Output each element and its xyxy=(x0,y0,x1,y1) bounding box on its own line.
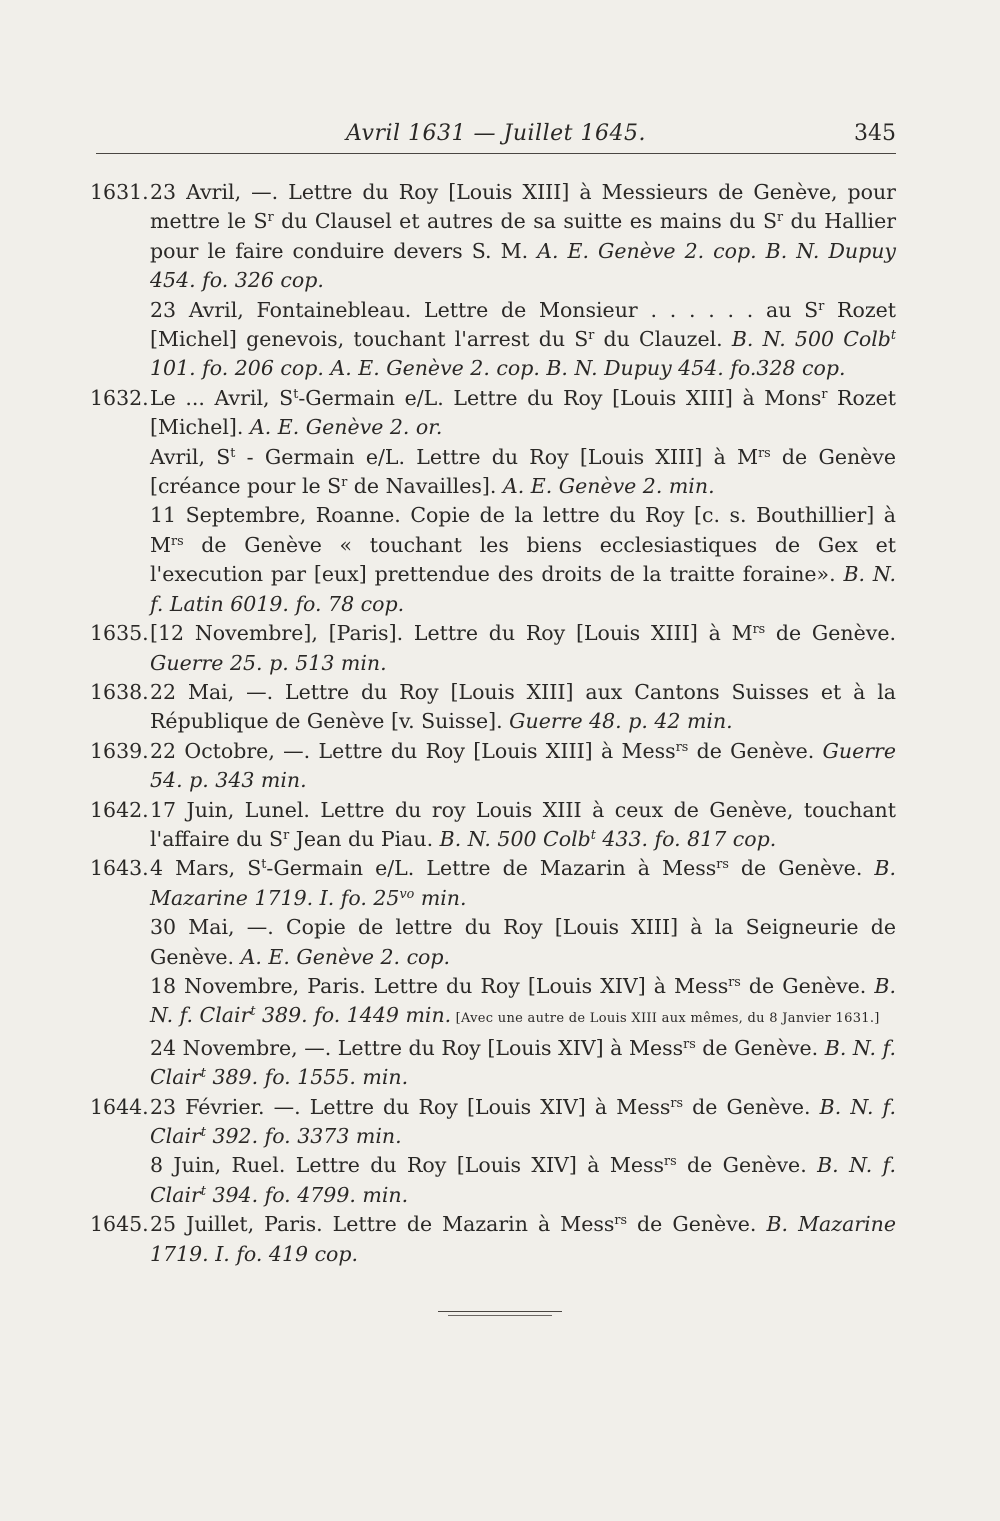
page-number: 345 xyxy=(854,121,896,146)
entry-reference: min. xyxy=(414,885,467,910)
superscript: rs xyxy=(683,1035,696,1051)
entry-year: 1643. xyxy=(90,856,149,881)
entry-text: - Germain e/L. Lettre du Roy [Louis XIII] à M xyxy=(235,444,759,469)
entry-year: 1644. xyxy=(90,1094,149,1119)
entry-reference: B. Mazarine 1719. I. fo. 419 cop. xyxy=(150,1212,896,1266)
entry-text: 24 Novembre, —. Lettre du Roy [Louis XIV] à Mess xyxy=(150,1035,684,1060)
superscript: rs xyxy=(171,532,184,548)
entry-text: 22 Mai, —. Lettre du Roy [Louis XIII] aux Cantons Suisses et à la République de Genève [v. Suisse]. xyxy=(150,679,896,734)
entry-text: [12 Novembre], [Paris]. Lettre du Roy [Louis XIII] à M xyxy=(150,621,753,646)
entry-text: 11 Septembre, Roanne. Copie de la lettre du Roy [c. s. Bouthillier] à M xyxy=(150,503,896,557)
entry-text: de Genève. xyxy=(740,973,875,998)
entry-text: de Genève. xyxy=(688,738,823,763)
entry-text: de Genève. xyxy=(627,1212,767,1237)
superscript: r xyxy=(341,474,348,490)
entry-reference: 433. fo. 817 cop. xyxy=(595,826,777,851)
superscript: rs xyxy=(716,856,729,872)
list-item xyxy=(96,1151,896,1210)
entry-reference: A. E. Genève 2. cop. xyxy=(240,944,451,969)
superscript: r xyxy=(267,209,274,225)
entry-reference: Guerre 54. p. 343 min. xyxy=(150,738,896,793)
entry-text: de Genève. xyxy=(765,621,896,646)
entry-note: [Avec une autre de Louis XIII aux mêmes, du 8 Janvier 1631.] xyxy=(451,1011,880,1027)
entry-year: 1642. xyxy=(90,797,149,822)
list-item xyxy=(90,1093,896,1152)
list-item xyxy=(96,913,896,972)
entry-text: 23 Février. —. Lettre du Roy [Louis XIV] à Mess xyxy=(150,1094,671,1119)
superscript: t xyxy=(261,856,267,872)
superscript: rs xyxy=(675,738,689,754)
entry-text: 25 Juillet, Paris. Lettre de Mazarin à Mess xyxy=(150,1212,615,1237)
superscript: t xyxy=(230,444,236,460)
entry-text: du Clauzel. xyxy=(594,327,732,352)
header-rule xyxy=(96,153,896,154)
entry-text: du Hallier pour le faire conduire devers S. M. xyxy=(150,209,896,263)
entry-reference: 101. fo. 206 cop. A. E. Genève 2. cop. B. N. Dupuy 454. fo.328 cop. xyxy=(150,356,846,381)
entry-text: Avril, S xyxy=(150,444,231,469)
entry-reference: B. N. f. Latin 6019. fo. 78 cop. xyxy=(150,562,896,616)
superscript: rs xyxy=(758,444,771,460)
entry-text: Le ... Avril, S xyxy=(150,385,294,410)
entry-text: de Genève. xyxy=(676,1153,818,1178)
list-item xyxy=(90,678,896,737)
entry-year: 1645. xyxy=(90,1212,149,1237)
entry-text: de Genève. xyxy=(683,1094,820,1119)
entry-text: 23 Avril, Fontainebleau. Lettre de Monsieur . . . . . . au S xyxy=(150,297,819,322)
entry-text: 18 Novembre, Paris. Lettre du Roy [Louis XIV] à Mess xyxy=(150,973,729,998)
entry-text: de Genève « touchant les biens ecclesiastiques de Gex et l'execution par [eux] prettendue des droits de la traitte foraine». xyxy=(150,532,896,587)
entry-reference: 394. fo. 4799. min. xyxy=(205,1182,409,1207)
entry-text: de Genève [créance pour le S xyxy=(150,444,896,499)
list-item xyxy=(96,501,896,619)
closing-rule-line xyxy=(448,1315,552,1316)
list-item xyxy=(90,1210,896,1269)
entry-reference: B. N. f. Clair xyxy=(150,1035,896,1090)
entry-year: 1639. xyxy=(90,738,149,763)
list-item xyxy=(96,443,896,502)
entry-reference: A. E. Genève 2. min. xyxy=(502,474,715,499)
list-item xyxy=(90,384,897,443)
entry-reference: B. Mazarine 1719. I. fo. 25 xyxy=(150,856,896,910)
superscript: t xyxy=(200,1124,206,1140)
superscript: t xyxy=(590,826,596,842)
closing-rule xyxy=(438,1311,562,1317)
list-item xyxy=(90,619,896,678)
list-item xyxy=(90,854,896,913)
entry-reference: A. E. Genève 2. or. xyxy=(249,415,443,440)
list-item xyxy=(90,178,897,296)
superscript: rs xyxy=(728,973,741,989)
list-item xyxy=(90,737,896,796)
entry-text: 23 Avril, —. Lettre du Roy [Louis XIII] à Messieurs de Genève, pour mettre le S xyxy=(150,180,896,234)
entry-text: -Germain e/L. Lettre du Roy [Louis XIII] à Mons xyxy=(298,385,822,410)
entry-reference: 389. fo. 1555. min. xyxy=(205,1065,409,1090)
superscript: r xyxy=(283,826,290,842)
entry-reference: B. N. 500 Colb xyxy=(731,327,891,352)
entry-text: 8 Juin, Ruel. Lettre du Roy [Louis XIV] à Mess xyxy=(150,1153,665,1178)
entry-reference: B. N. 500 Colb xyxy=(439,826,591,851)
closing-rule-line xyxy=(438,1311,562,1312)
entry-reference: B. N. f. Clair xyxy=(150,1153,896,1207)
superscript: rs xyxy=(752,621,766,637)
entry-reference: Guerre 25. p. 513 min. xyxy=(150,650,387,675)
entry-text: 17 Juin, Lunel. Lettre du roy Louis XIII à ceux de Genève, touchant l'affaire du S xyxy=(150,797,896,851)
list-item xyxy=(96,972,896,1034)
entry-year: 1638. xyxy=(90,679,149,704)
entry-text: -Germain e/L. Lettre de Mazarin à Mess xyxy=(266,856,717,881)
superscript: vo xyxy=(399,885,415,901)
entry-year: 1635. xyxy=(90,621,149,646)
entry-reference: 389. fo. 1449 min. xyxy=(255,1003,452,1028)
entry-text: de Navailles]. xyxy=(347,474,503,499)
entry-text: Rozet [Michel] genevois, touchant l'arrest du S xyxy=(150,297,896,352)
superscript: t xyxy=(293,385,299,401)
entry-text: 22 Octobre, —. Lettre du Roy [Louis XIII] à Mess xyxy=(150,738,676,763)
list-item xyxy=(96,1034,896,1093)
list-item xyxy=(90,796,896,855)
entry-text: du Clausel et autres de sa suitte es mains du S xyxy=(273,209,778,234)
superscript: r xyxy=(777,209,784,225)
superscript: t xyxy=(200,1065,206,1081)
entry-text: de Genève. xyxy=(695,1035,825,1060)
superscript: r xyxy=(588,327,595,343)
entry-reference: B. N. f. Clair xyxy=(150,1094,896,1148)
superscript: t xyxy=(200,1182,206,1198)
running-title: Avril 1631 — Juillet 1645. xyxy=(346,121,646,146)
superscript: rs xyxy=(664,1153,677,1169)
entry-text: de Genève. xyxy=(728,856,875,881)
entry-reference: A. E. Genève 2. cop. B. N. Dupuy 454. fo. 326 cop. xyxy=(150,238,897,293)
entry-reference: B. N. f. Clair xyxy=(150,973,896,1028)
superscript: r xyxy=(821,385,828,401)
superscript: rs xyxy=(614,1212,627,1228)
entry-list xyxy=(90,178,897,1269)
running-head xyxy=(96,120,896,150)
superscript: t xyxy=(890,327,897,343)
list-item xyxy=(96,296,896,384)
entry-year: 1632. xyxy=(90,385,149,410)
entry-year: 1631. xyxy=(90,180,149,204)
entry-text: 30 Mai, —. Copie de lettre du Roy [Louis XIII] à la Seigneurie de Genève. xyxy=(150,915,896,969)
superscript: t xyxy=(250,1003,256,1019)
entry-reference: 392. fo. 3373 min. xyxy=(205,1124,402,1148)
superscript: r xyxy=(818,297,825,313)
entry-text: Jean du Piau. xyxy=(289,826,440,851)
entry-text: 4 Mars, S xyxy=(150,856,262,881)
entry-reference: Guerre 48. p. 42 min. xyxy=(509,709,733,734)
superscript: rs xyxy=(670,1094,683,1110)
entry-text: Rozet [Michel]. xyxy=(150,385,897,440)
